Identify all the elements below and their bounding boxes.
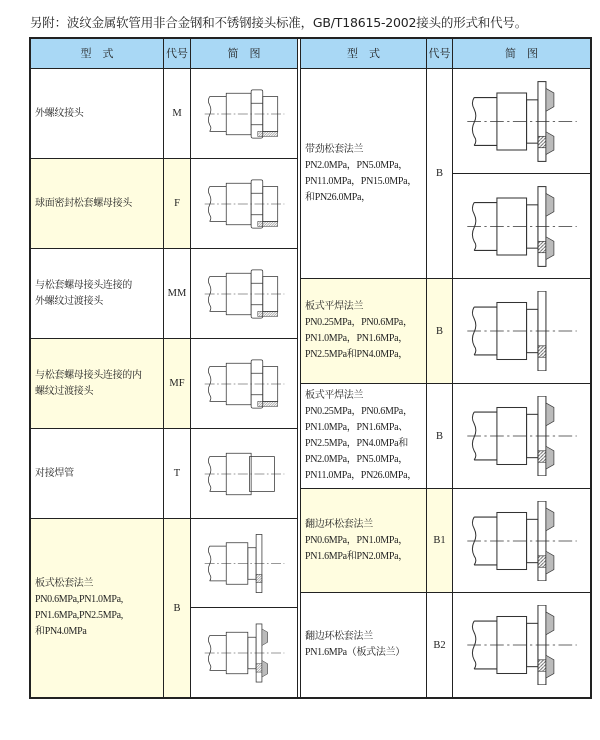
drawing-cell [190, 158, 298, 249]
drawing-cell [452, 278, 591, 384]
row-type-cell [300, 68, 427, 279]
type-text-line: 翻边环松套法兰 [305, 518, 373, 530]
type-text-line: 翻边环松套法兰 [305, 631, 373, 642]
type-text-line: PN2.0MPa，PN5.0MPa， [305, 454, 408, 465]
code-text: T [173, 468, 181, 479]
type-text-line: PN2.0MPa，PN5.0MPa， [305, 159, 408, 171]
code-text: B1 [433, 535, 446, 546]
type-text-line: 板式松套法兰 [35, 578, 94, 589]
type-text-line: 与松套螺母接头连接的内 [35, 369, 142, 381]
slip-on-plate-flange-drawing [465, 291, 579, 371]
loose-plate-flange-drawing [203, 527, 286, 600]
hubbed-loose-flange-section-drawing [465, 182, 579, 271]
row-type-cell [300, 278, 427, 384]
drawing-cell [452, 383, 591, 489]
center-double-divider [297, 38, 301, 698]
code-text: B [435, 168, 443, 179]
male-thread-fitting-drawing [203, 77, 286, 151]
code-text: MM [167, 288, 187, 299]
drawing-cell [452, 488, 591, 593]
row-code-cell [426, 488, 453, 593]
slip-on-plate-flange-section-drawing [465, 396, 579, 476]
female-thread-adapter-drawing [203, 347, 286, 421]
drawing-cell [452, 592, 591, 698]
header-drawing-right [452, 38, 591, 69]
row-type-cell [30, 158, 164, 249]
drawing-cell [190, 428, 298, 519]
male-thread-adapter-drawing [203, 257, 286, 331]
row-code-cell [163, 68, 191, 159]
drawing-cell [190, 518, 298, 608]
type-text-line: 对接焊管 [35, 467, 74, 479]
type-text-line: PN2.5MPa和PN4.0MPa， [305, 349, 408, 360]
code-text: B [435, 430, 443, 442]
code-text: B [435, 325, 443, 337]
header-type-label: 型 式 [347, 47, 380, 60]
row-type-cell [300, 592, 427, 698]
type-text-line: 与松套螺母接头连接的 [35, 279, 132, 291]
code-text: M [172, 108, 182, 119]
type-text-line: PN0.6MPa，PN1.0MPa， [305, 534, 408, 546]
row-type-cell [30, 338, 164, 429]
lap-joint-plate-flange-drawing [465, 605, 579, 685]
header-code-label: 代号 [428, 47, 451, 60]
drawing-cell [190, 68, 298, 159]
row-type-cell [30, 518, 164, 698]
loose-plate-flange-gasket-drawing [203, 616, 286, 690]
hubbed-loose-flange-drawing [465, 77, 579, 166]
header-drawing-label: 简 图 [505, 47, 538, 60]
type-text-line: PN1.0MPa，PN1.6MPa、 [305, 422, 408, 433]
drawing-cell [190, 607, 298, 698]
page-title: 另附：波纹金属软管用非合金钢和不锈钢接头标准，GB/T18615-2002接头的形式和代号。 [30, 15, 527, 30]
type-text-line: PN11.0MPa，PN15.0MPa， [305, 175, 417, 187]
drawing-cell [190, 338, 298, 429]
spherical-seal-swivel-nut-fitting-drawing [203, 167, 286, 241]
type-text-line: 带劲松套法兰 [305, 143, 364, 155]
drawing-cell [452, 68, 591, 174]
type-text-line: PN1.6MPa（板式法兰） [305, 647, 405, 658]
header-drawing-label: 简 图 [227, 47, 261, 60]
code-text: MF [169, 378, 185, 389]
header-code-right [426, 38, 453, 69]
row-type-cell [300, 488, 427, 593]
type-text-line: PN2.5MPa，PN4.0MPa和 [305, 438, 408, 449]
header-type-left [30, 38, 164, 69]
row-type-cell [300, 383, 427, 489]
row-code-cell [163, 338, 191, 429]
row-code-cell [426, 592, 453, 698]
row-code-cell [163, 248, 191, 339]
drawing-cell [190, 248, 298, 339]
type-text-line: PN1.6MPa和PN2.0MPa， [305, 550, 408, 562]
type-text-line: PN1.0MPa，PN1.6MPa， [305, 333, 408, 344]
header-type-right [300, 38, 427, 69]
row-type-cell [30, 428, 164, 519]
header-drawing-left [190, 38, 298, 69]
drawing-cell [452, 173, 591, 279]
header-code-label: 代号 [166, 47, 188, 60]
type-text-line: PN1.6MPa,PN2.5MPa, [35, 610, 123, 621]
row-code-cell [426, 68, 453, 279]
type-text-line: PN0.6MPa,PN1.0MPa, [35, 594, 123, 605]
butt-weld-pipe-drawing [203, 437, 286, 511]
type-text-line: PN0.25MPa，PN0.6MPa， [305, 317, 413, 328]
row-type-cell [30, 248, 164, 339]
type-text-line: 板式平焊法兰 [305, 301, 364, 312]
type-text-line: 和PN26.0MPa， [305, 191, 371, 203]
row-code-cell [426, 278, 453, 384]
type-text-line: PN0.25MPa，PN0.6MPa， [305, 406, 413, 417]
row-type-cell [30, 68, 164, 159]
row-code-cell [426, 383, 453, 489]
header-type-label: 型 式 [80, 47, 114, 60]
type-text-line: 和PN4.0MPa [35, 626, 87, 637]
type-text-line: 外螺纹接头 [35, 107, 84, 119]
type-text-line: 外螺纹过渡接头 [35, 295, 103, 307]
lap-joint-flange-drawing [465, 501, 579, 581]
code-text: B2 [433, 639, 446, 651]
row-code-cell [163, 518, 191, 698]
code-text: B [173, 602, 181, 614]
row-code-cell [163, 428, 191, 519]
header-code-left [163, 38, 191, 69]
type-text-line: 板式平焊法兰 [305, 390, 364, 401]
row-code-cell [163, 158, 191, 249]
code-text: F [174, 198, 180, 209]
type-text-line: 球面密封松套螺母接头 [35, 197, 132, 209]
type-text-line: PN11.0MPa，PN26.0MPa， [305, 470, 417, 481]
type-text-line: 螺纹过渡接头 [35, 385, 94, 397]
